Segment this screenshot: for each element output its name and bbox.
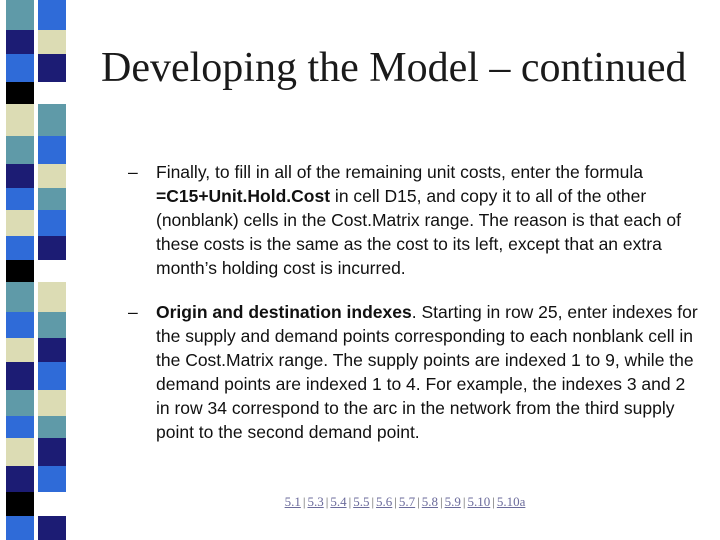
stripe-block — [38, 136, 66, 164]
stripe-block — [6, 492, 34, 516]
stripe-block — [38, 312, 66, 338]
stripe-block — [38, 362, 66, 390]
stripe-block — [38, 0, 66, 30]
stripe-block — [6, 164, 34, 188]
stripe-block — [38, 236, 66, 260]
stripe-block — [6, 312, 34, 338]
stripe-block — [6, 82, 34, 104]
slide-title: Developing the Model – continued — [101, 45, 687, 91]
stripe-block — [6, 236, 34, 260]
stripe-block — [6, 188, 34, 210]
nav-separator: | — [302, 494, 306, 509]
bullet-item — [128, 160, 698, 280]
nav-link-5-3[interactable]: 5.3 — [307, 494, 324, 509]
stripe-block — [38, 282, 66, 312]
stripe-block — [6, 104, 34, 136]
nav-separator: | — [417, 494, 420, 509]
stripe-block — [6, 338, 34, 362]
nav-link-5-6[interactable]: 5.6 — [376, 494, 393, 509]
nav-link-5-8[interactable]: 5.8 — [421, 494, 439, 509]
bullet-heading: Origin and destination indexes — [156, 302, 412, 322]
nav-separator: | — [325, 494, 329, 509]
nav-separator: | — [492, 494, 495, 509]
nav-separator: | — [348, 494, 352, 509]
stripe-block — [38, 30, 66, 54]
stripe-block — [6, 210, 34, 236]
nav-separator: | — [440, 494, 443, 509]
section-nav — [240, 494, 570, 510]
stripe-block — [6, 136, 34, 164]
bullet-text: . Starting in row 25, enter indexes for the supply and demand points corresponding to each nonblank cell in the Cost.Matrix range. The supply points are indexed 1 to 9, while the demand points are indexed 1 to 4. For example, the indexes 3 and 2 in row 34 correspond to the arc in the network from the third supply point to the second demand point. — [156, 302, 698, 442]
stripe-block — [38, 164, 66, 188]
nav-link-5-1[interactable]: 5.1 — [284, 494, 301, 509]
stripe-block — [38, 104, 66, 136]
stripe-block — [6, 0, 34, 30]
nav-link-5-5[interactable]: 5.5 — [353, 494, 370, 509]
stripe-block — [38, 338, 66, 362]
formula-text: =C15+Unit.Hold.Cost — [156, 186, 331, 206]
stripe-block — [38, 390, 66, 416]
dash-marker: – — [128, 302, 138, 322]
bullet-text: in cell D15, and copy it to all of the other (nonblank) cells in the Cost.Matrix range. The reason is that each of these costs is the same as the cost to its left, except that an extra month’s holding cost is incurred. — [156, 186, 681, 278]
stripe-block — [38, 492, 66, 516]
stripe-block — [38, 466, 66, 492]
nav-separator: | — [394, 494, 397, 509]
stripe-block — [38, 188, 66, 210]
stripe-block — [6, 416, 34, 438]
stripe-block — [6, 438, 34, 466]
stripe-block — [6, 282, 34, 312]
stripe-block — [38, 516, 66, 540]
stripe-block — [6, 466, 34, 492]
stripe-block — [6, 390, 34, 416]
stripe-block — [6, 260, 34, 282]
nav-separator: | — [371, 494, 375, 509]
bullet-text: Finally, to fill in all of the remaining unit costs, enter the formula — [156, 162, 643, 182]
stripe-block — [38, 438, 66, 466]
stripe-block — [38, 210, 66, 236]
nav-link-5-9[interactable]: 5.9 — [444, 494, 461, 509]
nav-link-5-4[interactable]: 5.4 — [330, 494, 347, 509]
stripe-block — [6, 362, 34, 390]
stripe-block — [6, 516, 34, 540]
stripe-block — [6, 54, 34, 82]
stripe-block — [6, 30, 34, 54]
stripe-block — [38, 416, 66, 438]
dash-marker: – — [128, 162, 138, 182]
stripe-block — [38, 260, 66, 282]
nav-link-5-10a[interactable]: 5.10a — [496, 494, 526, 509]
decorative-side-stripe — [0, 0, 60, 540]
bullet-list — [128, 160, 698, 444]
nav-link-5-7[interactable]: 5.7 — [398, 494, 416, 509]
nav-link-5-10[interactable]: 5.10 — [467, 494, 491, 509]
stripe-block — [38, 54, 66, 82]
stripe-block — [38, 82, 66, 104]
nav-separator: | — [462, 494, 466, 509]
bullet-item — [128, 300, 698, 444]
